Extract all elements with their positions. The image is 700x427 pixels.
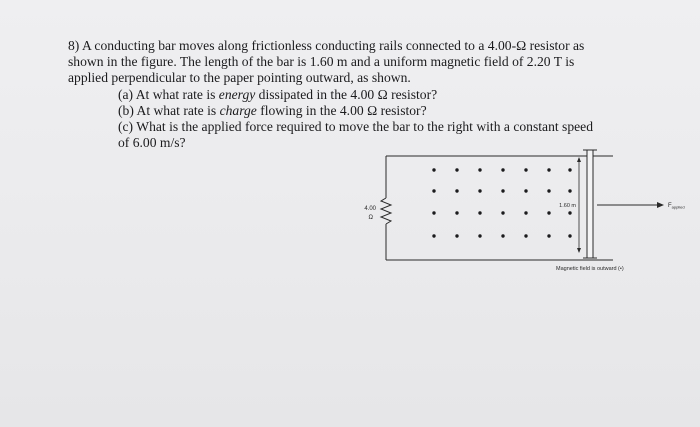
problem-line-2: shown in the figure. The length of the bar is 1.60 m and a uniform magnetic field of 2.20 T is [68, 54, 575, 70]
resistor-value-label: 4.00 [364, 206, 376, 212]
field-dot [547, 234, 550, 237]
field-dot [547, 211, 550, 214]
field-dot [524, 189, 527, 192]
field-dot [501, 211, 504, 214]
circuit-figure [364, 148, 698, 278]
field-dot [478, 211, 481, 214]
question-b-suffix: flowing in the 4.00 Ω resistor? [256, 102, 427, 118]
force-symbol: F [668, 203, 672, 209]
field-dot [524, 211, 527, 214]
resistor-zigzag [381, 198, 391, 224]
field-dot [501, 189, 504, 192]
applied-force-label [668, 203, 685, 210]
question-b-prefix: (b) At what rate is [118, 102, 220, 118]
field-dot [478, 234, 481, 237]
field-dot [501, 234, 504, 237]
field-dot [432, 234, 435, 237]
problem-text [68, 38, 658, 151]
question-c-line-1: (c) What is the applied force required to move the bar to the right with a constant speed [118, 119, 593, 135]
field-dot [547, 168, 550, 171]
field-dot [478, 168, 481, 171]
field-dot [455, 211, 458, 214]
problem-line-3: applied perpendicular to the paper pointing outward, as shown. [68, 70, 411, 86]
field-dot [455, 189, 458, 192]
field-dot [478, 189, 481, 192]
field-dot [568, 234, 571, 237]
force-subscript: applied [671, 204, 685, 210]
conducting-bar [587, 150, 593, 258]
field-dot [432, 211, 435, 214]
problem-line-1: 8) A conducting bar moves along frictionless conducting rails connected to a 4.00-Ω resistor as [68, 38, 585, 53]
field-dot [455, 168, 458, 171]
field-dot [501, 168, 504, 171]
bar-length-label: 1.60 m [559, 203, 576, 209]
field-dot [432, 189, 435, 192]
field-dot [432, 168, 435, 171]
question-a-prefix: (a) At what rate is [118, 86, 219, 102]
applied-force-arrow-icon [657, 202, 664, 208]
question-a-suffix: dissipated in the 4.00 Ω resistor? [255, 86, 438, 102]
dimension-arrow-top-icon [577, 157, 581, 162]
field-dot [568, 211, 571, 214]
question-a-emphasis: energy [218, 86, 256, 102]
field-dot [455, 234, 458, 237]
question-a [68, 87, 658, 103]
magnetic-field-dots [432, 168, 571, 237]
field-dot [524, 168, 527, 171]
dimension-arrow-bottom-icon [577, 248, 581, 253]
resistor-unit-label: Ω [368, 215, 373, 221]
question-b [68, 103, 658, 119]
field-dot [524, 234, 527, 237]
question-b-emphasis: charge [219, 102, 257, 118]
field-dot [547, 189, 550, 192]
field-dot [568, 168, 571, 171]
field-dot [568, 189, 571, 192]
field-caption: Magnetic field is outward (•) [556, 266, 624, 272]
question-c-line-2: of 6.00 m/s? [118, 135, 186, 151]
